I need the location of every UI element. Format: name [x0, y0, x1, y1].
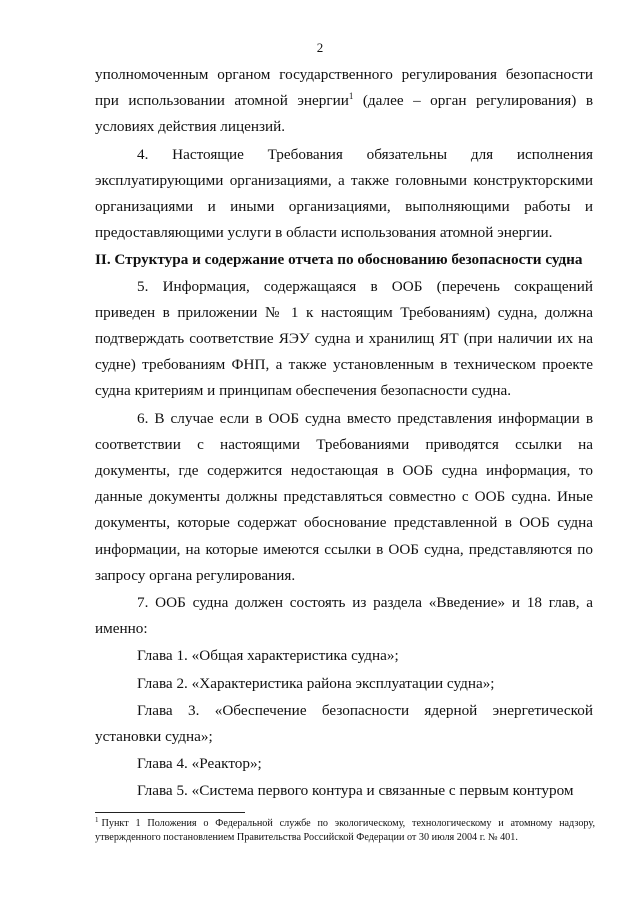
footnote-reference[interactable]: 1 — [348, 91, 354, 102]
paragraph-7: 7. ООБ судна должен состоять из раздела «Введение» и 18 глав, а именно: — [95, 594, 593, 638]
footnote-divider — [95, 812, 245, 813]
paragraph-4: 4. Настоящие Требования обязательны для исполнения эксплуатирующими организациями, а также головными конструкторскими организациями и иными организациями, выполняющими работы и предоставляющими услуги в области использования атомной энергии. — [95, 145, 593, 242]
paragraph-6: 6. В случае если в ООБ судна вместо представления информации в соответствии с настоящими Требованиями приводятся ссылки на документы, где содержится недостающая в ООБ судна информация, то данные документы должны представляться совместно с ООБ судна. Иные документы, которые содержат обоснование представленной в ООБ судна информации, на которые имеются ссылки в ООБ судна, представляются по запросу органа регулирования. — [95, 409, 593, 584]
paragraph-intro-continuation: (далее – орган регулирования) в условиях действия лицензий. — [95, 92, 594, 136]
paragraph-intro-text: уполномоченным органом государственного регулирования безопасности при использовании атомной энергии — [95, 66, 593, 110]
chapter-list-item: Глава 3. «Обеспечение безопасности ядерной энергетической установки судна»; — [95, 701, 593, 746]
paragraph-5: 5. Информация, содержащаяся в ООБ (перечень сокращений приведен в приложении № 1 к настоящим Требованиям) судна, должна подтверждать соответствие ЯЭУ судна и хранилищ ЯТ (при наличии их на судне) требованиям ФНП, а также установленным в техническом проекте судна критериям и принципам обеспечения безопасности судна. — [95, 277, 593, 400]
footnote-mark: 1 — [95, 815, 99, 824]
footnote-text: Пункт 1 Положения о Федеральной службе по экологическому, технологическому и атомному надзору, утвержденного постановлением Правительства Российской Федерации от 30 июля 2004 г. № 401. — [95, 818, 595, 843]
page-number: 2 — [316, 40, 324, 55]
document-body — [95, 62, 593, 805]
footnote — [95, 817, 595, 845]
chapter-list-item: Глава 4. «Реактор»; — [137, 755, 262, 773]
paragraph-intro — [95, 62, 593, 141]
chapter-list-item: Глава 2. «Характеристика района эксплуатации судна»; — [137, 674, 495, 692]
chapter-list-item: Глава 5. «Система первого контура и связанные с первым контуром — [137, 782, 574, 800]
chapter-list-item: Глава 1. «Общая характеристика судна»; — [137, 647, 399, 665]
section-heading: II. Структура и содержание отчета по обоснованию безопасности судна — [95, 251, 583, 269]
